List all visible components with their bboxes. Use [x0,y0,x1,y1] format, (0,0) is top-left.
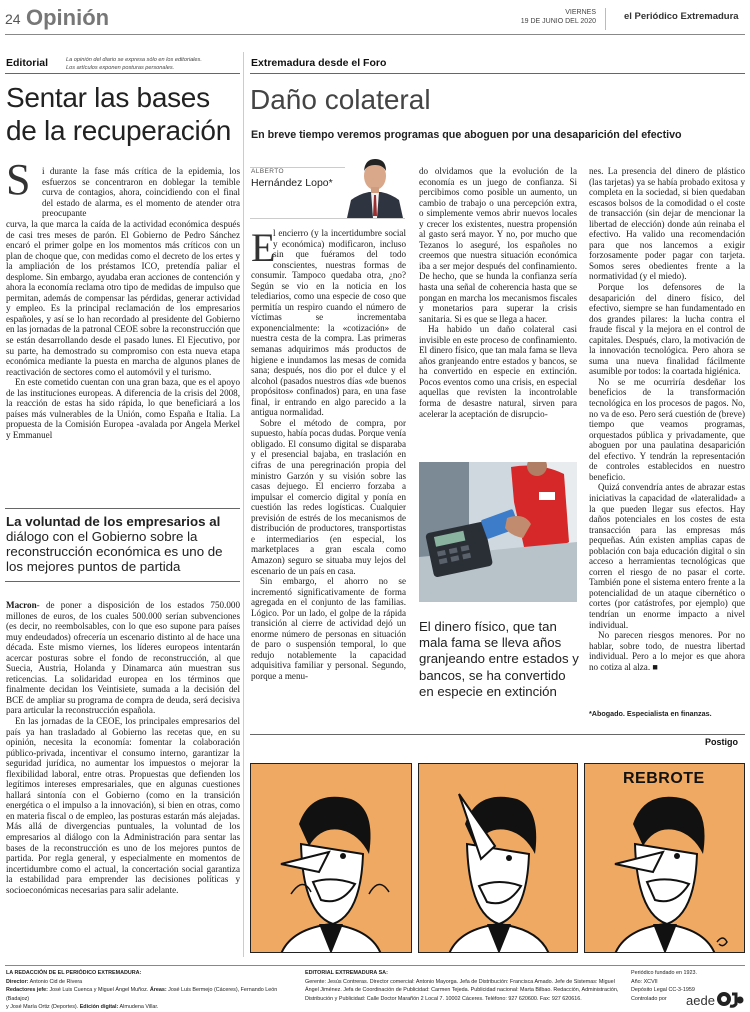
cartoon-panel-1 [250,763,412,953]
footer-areas-label: Áreas: [149,987,167,994]
cartoon-figure-2 [419,764,578,953]
section-title: Opinión [26,5,110,30]
footer-rule [5,965,745,966]
editorial-p1: curva, la que marca la caída de la actividad económica después de casi tres meses de parón. El Gobierno de Pedro Sánchez encaró el primer golpe en los momentos más críticos con un plan de choque que, con medidas como el decreto de los ertes y la ampliación de los préstamos ICO, pretendía paliar el desplome. Sin embargo, ayudaba eran acciones de contención y ahora la economía reclama otro tipo de medidas de impulso que permitan, además de compensar las pérdidas, generar actividad y empleo. Es la principal reclamación de los empresarios españoles, y así se lo han recordado al presidente del Gobierno en las jornadas de la patronal CEOE sobre la reconstrucción que se están desarrollando desde el pasado lunes. El Ejecutivo, por su parte, ha demostrado su compromiso con esta nueva etapa económica mediante la puesta en marcha de algunos planes de reactivación de sectores como el automóvil y el turismo. [6,219,240,377]
author-first-name: ALBERTO [251,168,284,175]
header-separator [605,8,606,30]
editorial-p3: - de poner a disposición de los estados 750.000 millones de euros, de los cuales 500.000 serían subvenciones (es decir, no reembolsables, con lo que eso supone para países muy endeudados) ofrecería un escenario distinto al de hace una década. Este mismo viernes, los líderes europeos intentarán acercar posturas sobre el fondo de reconstrucción, al que Suecia, Austria, Holanda y Dinamarca aún muestran sus reticencias. La solidaridad europea en los términos que finalmente decidan los Veintisiete, sumada a la decisión del BCE de ampliar su programa de compra de deuda, será decisiva para articular la reconstrucción española. [6,600,240,716]
subhead-top-rule [5,508,240,509]
column-divider [243,52,244,957]
cartoon-tag-rule [250,734,745,735]
masthead: el Periódico Extremadura [624,11,739,22]
editorial-headline-1: Sentar las bases [6,82,210,113]
editorial-disclaimer-1: La opinión del diario se expresa sólo en los editoriales. [66,57,202,63]
forum-c1b: Sobre el método de compra, por supuesto, había pocas dudas. Porque venía obligado. El consumo digital se disparaba y el presencial bajaba, en traslación en cifras de una peregrinación propia del ministro Garzón y su visión sobre las casas dejuego. El encierro forzaba a impulsar el comercio digital y ponía en cuestión las redes logísticas. Cualquier previsión de estrés de los mecanismos de distribución de productores, transportistas e intermediarios (en especial, los marketplaces a gran escala como Amazon) seguro se situaba muy lejos del escenario de un país en casa. [251,417,406,576]
editorial-subhead [6,514,238,574]
cartoon-figure-3 [585,764,745,953]
author-last-name: Hernández Lopo* [251,177,333,189]
footer-editors: José Luis Cuenca y Miguel Ángel Muñoz. [49,987,149,994]
cartoon-panel-3 [584,763,745,953]
forum-c3d: Quizá convendría antes de abrazar estas iniciativas la capacidad de «lateralidad» a la que pueden llegar sus efectos. Hay daños potenciales en los costes de esta transacción para las empresas más pequeñas. Aún existen amplias capas de población con baja educación digital o sin acceso a herramientas tecnológicas que corren el riesgo de no pasar el corte. También pone el sistema entero frente a la potencialidad de un ataque cibernético o cortes (por catástrofes, por ejemplo) que tendrían un enorme impacto a nivel individual. [589,482,745,630]
footer-editors-label: Redactores jefe: [6,987,48,994]
footer-newsroom-title: LA REDACCIÓN DE EL PERIÓDICO EXTREMADURA: [6,970,142,976]
footer-col-1 [6,969,296,1009]
editorial-p3-lead: Macron [6,600,37,610]
forum-col-1 [251,225,406,720]
editorial-disclaimer-2: Los artículos exponen posturas personales. [66,65,175,71]
author-photo [345,154,405,218]
editorial-subhead-bold: La voluntad de los empresarios al [6,514,221,529]
footer-areas: José Luis Bermejo (Cáceres), Fernando León (Badajoz) [6,987,278,1002]
editorial-body-2 [6,600,240,956]
author-box-bottom [250,218,405,219]
footer-col-2 [305,969,627,1009]
page-number: 24 [5,11,21,27]
forum-c3e: No parecen riesgos menores. Por no hablar, sobre todo, de nuestra libertad individual. Pero a lo mejor es que ahora no cotiza al alza. ■ [589,630,745,672]
forum-c2b: Ha habido un daño colateral casi invisible en este proceso de confinamiento. El dinero físico, que tan mala fama se lleva años granjeando entre estados y bancos, se ha convertido en especie en extinción. Pocos eventos como una crisis, en especial aquellas que revisten la incontrolable forma de desastre natural, sirven para acelerar la aceptación de disrupcio- [419,324,577,419]
editorial-p2: En este cometido cuentan con una gran baza, que es el apoyo de las instituciones europeas. A diferencia de la crisis del 2008, la reacción de estas ha sido rápida, lo que beneficiará a los países más vulnerables de la Unión, como España e Italia. La propuesta de la Comisión Europea -avalada por Angela Merkel y Emmanuel [6,377,240,440]
issue-date: 19 DE JUNIO DEL 2020 [520,18,596,25]
aede-logo: aede [686,993,715,1008]
pull-quote [419,619,579,700]
editorial-headline-2: de la recuperación [6,115,231,146]
cartoon-tag: Postigo [705,737,738,747]
forum-tag: Extremadura desde el Foro [251,57,387,69]
footer-legal-deposit: Depósito Legal CC-3-1959 [631,987,695,994]
editorial-tag-rule [5,73,240,74]
forum-tag-rule [250,73,745,74]
footer-year: Año: XCVII [631,978,658,985]
pull-quote-text: El dinero físico, que tan mala fama se lleva años granjeando entre estados y bancos, se ha convertido en especie en extinción [419,619,579,699]
forum-c3a: nes. La presencia del dinero de plástico (las tarjetas) ya se había probado exitosa y completa en la sociedad, si bien quedaban escasos bolsos de la comodidad o el coste de transacción (sin dejar de mencionar la libertad de elección) donde aún reinaba el efectivo. Ha valido una recomendación para que nos lancemos a exigir forzosamente poder pagar con tarjeta. Somos seres obedientes frente a la normatividad (y el miedo). [589,166,745,282]
footer-publisher-line-1: Gerente: Jesús Contreras. Director comercial: Antonio Mayorga. Jefa de Distribución: Francisca Amado. Jefe de Sistemas: Miguel [305,978,615,985]
forum-col-3 [589,166,745,718]
footer-digital-label: Edición digital: [79,1004,119,1009]
editorial-subhead-rest: diálogo con el Gobierno sobre la reconstrucción económica es uno de los mejores puntos de partida [6,529,223,574]
editorial-tag: Editorial [6,57,49,69]
forum-c1a: l encierro (y la incertidumbre social y económica) modificaron, incluso sin que fuéramos del todo conscientes, nuestras formas de consumir. Tampoco quedaba otra, ¿no? Según se vio en la noticia en los telediarios, como una especie de coso que permitía un respiro cuando el número de víctimas se incrementaba exponencialmente: la «cotización» de nuestra cesta de la compra. Las primeras semanas adquirimos más productos de higiene e inundamos las mesas de comida sana; después, nos dio por el dulce y el alcohol (pasados nuestros días «de buenos propósitos» confinados) para, en una fase final, ir entrando en algo parecido a la antigua normalidad. [251,228,406,418]
cartoon-sign: REBROTE [623,770,705,787]
cartoonist-signature [717,938,727,946]
editorial-body-1 [6,219,240,505]
footer-publisher-line-2: Ángel Jiménez. Jefa de Coordinación de Publicidad: Carmen Tejeda. Publicidad nacional: Marta Bilbao. Redacción, Administración, [305,987,619,994]
forum-c2a: do olvidamos que la evolución de la economía es un juego de confianza. Si percibimos como posible un aumento, un cambio de trabajo o una percepción extra, o simplemente vemos abrir nuevos locales y crecer los existentes, nuestra propensión al gasto será mayor. Y no, por mucho que Tezanos lo aseguré, los españoles no creemos que nuestra situación económica iba a ser mejor después del confinamiento. De hecho, que se hunda la confianza sería hasta una señal de coherencia hasta que se pongan en marcha los mecanismos fiscales y monetarios para superar la crisis sanitaria. Si es que se llega a hacer. [419,166,577,324]
subhead-bottom-rule [5,581,240,582]
footer-director: Antonio Cid de Rivera [29,978,83,985]
footer-sports: y José María Ortiz (Deportes). [6,1004,79,1009]
editorial-dropcap: S [6,155,31,204]
forum-dropcap: E [251,225,276,270]
footer-director-label: Director: [6,978,29,985]
editorial-p4: En las jornadas de la CEOE, los principales empresarios del país ya han trasladado al Gobierno las recetas que, en su opinión, necesita la economía: fomentar la colaboración público-privada, incentivar el consumo interno, garantizar la seguridad jurídica, no aumentar los impuestos o mejorar la flexibilidad laboral, entre otras. Propuestas que defienden los legítimos intereses empresariales, que en algunas cuestiones hallará sintonía con el Gobierno (como en la transición energética o el impulso a la innovación), si bien en otras, como en materia fiscal o de empleo, las posturas estarán más alejadas. Más allá de divergencias puntuales, la voluntad de los empresarios al diálogo con la Administración para sentar las bases de la reconstrucción es uno de los mejores puntos de partida. Por regla general, y especialmente en momentos de incertidumbre como el actual, la concertación social garantiza la estabilidad para emprender las decisiones políticas y socioeconómicas necesarias para salir adelante. [6,716,240,895]
author-footnote: *Abogado. Especialista en finanzas. [589,709,712,718]
forum-col-2 [419,166,577,459]
footer-publisher-title: EDITORIAL EXTREMADURA SA: [305,970,388,976]
header-rule [5,34,745,35]
forum-headline: Daño colateral [250,84,431,115]
cartoon-figure-1 [251,764,412,953]
forum-c3c: No se me ocurriría desdeñar los beneficios de la transformación tecnológica en los procesos de pagos. No, no va de eso. Pero será cuestión de (breve) tiempo que veamos programas, orquestados pública y privadamente, que aboguen por una paulatina desaparición del efectivo. Y tendrán la representación de controles establecidos en nuestro beneficio. [589,376,745,482]
footer-digital: Almudena Villar. [119,1004,159,1009]
footer-founded: Periódico fundado en 1923. [631,970,697,976]
footer-publisher-line-3: Distribución y Publicidad: Calle Doctor Marañón 2 Local 7. 10002 Cáceres. Teléfono: 927 620600. Fax: 927 620616. [305,995,582,1002]
footer-controlled: Controlado por [631,995,667,1002]
weekday: VIERNES [565,9,596,16]
cartoon-panel-2 [418,763,578,953]
editorial-lead: i durante la fase más crítica de la epidemia, los esfuerzos se concentraron en doblegar la temible curva de contagios, ahora, coincidiendo con el final del estado de alarma, es el momento de atender otra preocupante [42,166,240,218]
ojd-logo [716,990,744,1008]
forum-standfirst: En breve tiempo veremos programas que aboguen por una desaparición del efectivo [251,129,682,141]
card-payment-photo [419,462,577,602]
forum-c1c: Sin embargo, el ahorro no se incrementó significativamente de forma agregada en el conjunto de las familias. Lógico. Por un lado, el golpe de la rápida transición al cierre de actividad dejó un enorme número de personas en situación de paro o suspensión temporal, lo que redujo notablemente la capacidad adquisitiva familiar y personal. Segundo, porque a menu- [251,576,406,681]
forum-c3b: Porque los defensores de la desaparición del dinero físico, del efectivo, siempre se han fundamentado en dos grandes pilares: la lucha contra el fraude fiscal y la mejora en el control de capitales. Después, claro, la motivación de la innovación tecnológica. Pero ahora se suma una nueva finalidad fácilmente asumible por todos: la coartada higiénica. [589,282,745,377]
